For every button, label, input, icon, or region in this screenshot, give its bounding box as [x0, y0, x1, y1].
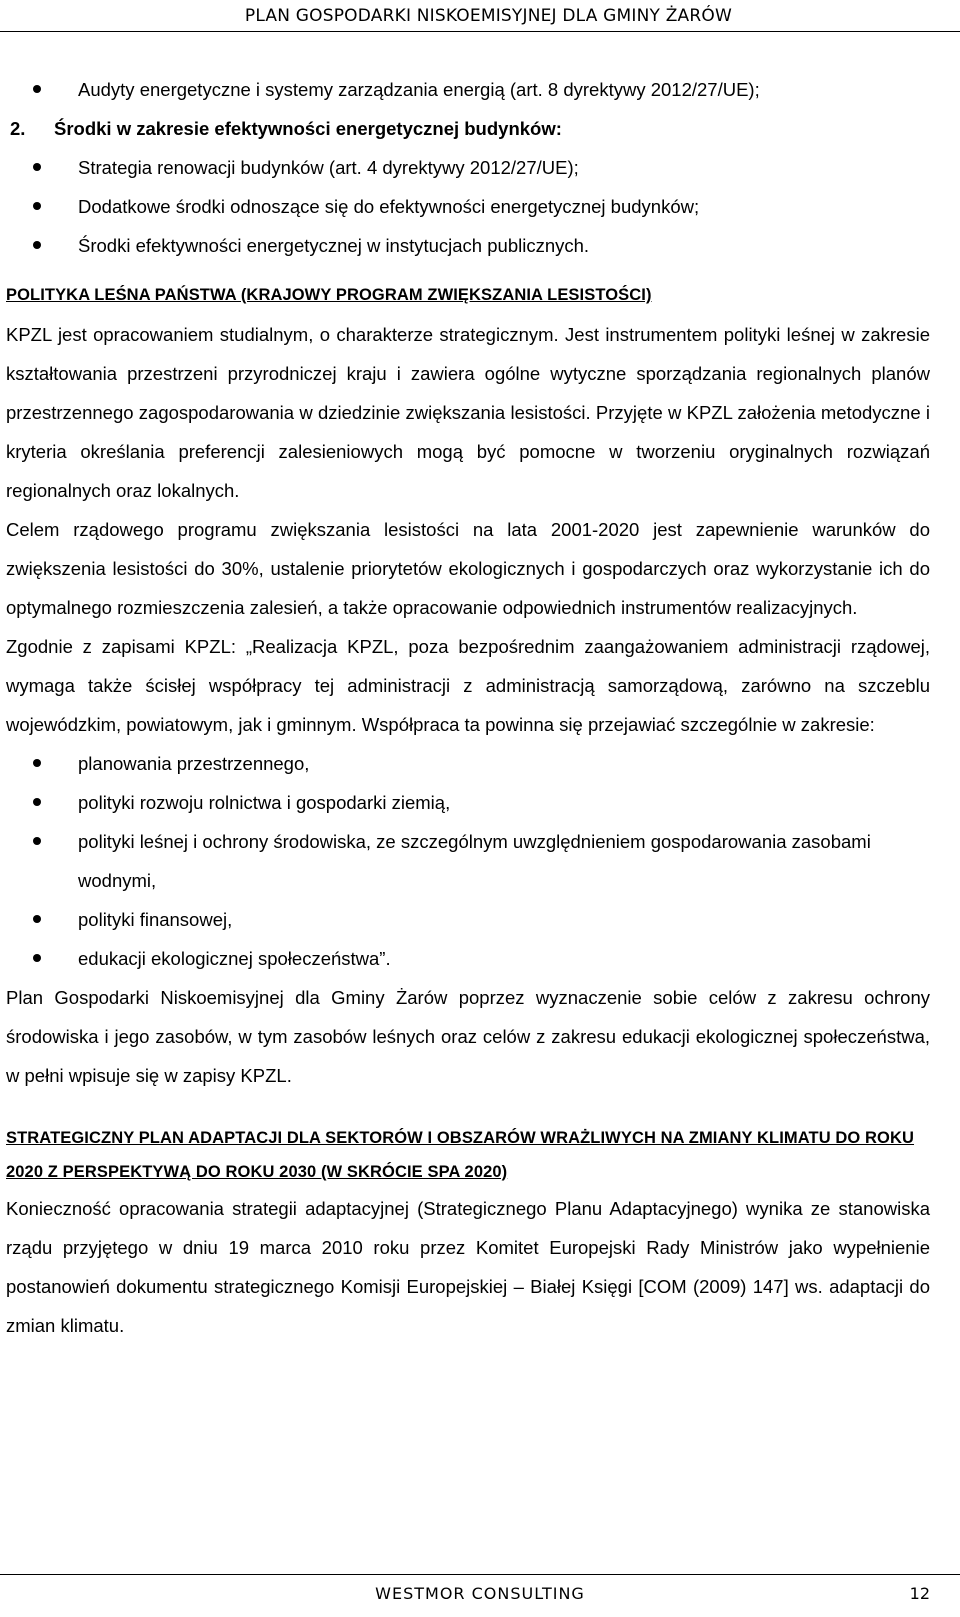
- list-item: edukacji ekologicznej społeczeństwa”.: [6, 939, 930, 978]
- bullet-icon: [33, 85, 41, 93]
- bullet-icon: [33, 241, 41, 249]
- paragraph: Plan Gospodarki Niskoemisyjnej dla Gminy Żarów poprzez wyznaczenie sobie celów z zakresu ochrony środowiska i jego zasobów, w tym zasobów leśnych oraz celów z zakresu edukacji ekologicznej społeczeństwa, w pełni wpisuje się w zapisy KPZL.: [6, 987, 930, 1086]
- bullet-icon: [33, 837, 41, 845]
- bullet-icon: [33, 954, 41, 962]
- list-item: polityki rozwoju rolnictwa i gospodarki ziemią,: [6, 783, 930, 822]
- list-item: Dodatkowe środki odnoszące się do efektywności energetycznej budynków;: [6, 187, 930, 226]
- header-rule: [0, 31, 960, 32]
- company-name: WESTMOR CONSULTING: [375, 1584, 585, 1603]
- list-item: Strategia renowacji budynków (art. 4 dyrektywy 2012/27/UE);: [6, 148, 930, 187]
- bullet-icon: [33, 915, 41, 923]
- list-item: polityki leśnej i ochrony środowiska, ze szczególnym uwzględnieniem gospodarowania zasobami wodnymi,: [6, 822, 930, 900]
- list-item: polityki finansowej,: [6, 900, 930, 939]
- bullet-icon: [33, 163, 41, 171]
- page-header: [0, 0, 960, 32]
- kpzl-heading: POLITYKA LEŚNA PAŃSTWA (KRAJOWY PROGRAM ZWIĘKSZANIA LESISTOŚCI): [6, 286, 652, 304]
- bullet-icon: [33, 759, 41, 767]
- page-number: 12: [909, 1584, 930, 1603]
- section-2-heading: 2. Środki w zakresie efektywności energetycznej budynków:: [10, 118, 562, 139]
- list-item: Środki efektywności energetycznej w instytucjach publicznych.: [6, 226, 930, 265]
- paragraph: Celem rządowego programu zwiększania lesistości na lata 2001-2020 jest zapewnienie warunków do zwiększenia lesistości do 30%, ustalenie priorytetów ekologicznych i gospodarczych oraz wykorzystanie ich do optymalnego rozmieszczenia zalesień, a także opracowanie odpowiednich instrumentów realizacyjnych.: [6, 519, 930, 618]
- bullet-icon: [33, 202, 41, 210]
- bullet-icon: [33, 798, 41, 806]
- paragraph: KPZL jest opracowaniem studialnym, o charakterze strategicznym. Jest instrumentem polityki leśnej w zakresie kształtowania przestrzeni przyrodniczej kraju i zawiera ogólne wytyczne sporządzania regionalnych planów przestrzennego zagospodarowania w dziedzinie zwiększania lesistości. Przyjęte w KPZL założenia metodyczne i kryteria określania preferencji zalesieniowych mogą być pomocne w tworzeniu oryginalnych rozwiązań regionalnych oraz lokalnych.: [6, 324, 930, 501]
- page-footer: [0, 1574, 960, 1617]
- paragraph: Konieczność opracowania strategii adaptacyjnej (Strategicznego Planu Adaptacyjnego) wynika ze stanowiska rządu przyjętego w dniu 19 marca 2010 roku przez Komitet Europejski Rady Ministrów jako wypełnienie postanowień dokumentu strategicznego Komisji Europejskiej – Białej Księgi [COM (2009) 147] ws. adaptacji do zmian klimatu.: [6, 1198, 930, 1336]
- list-item: Audyty energetyczne i systemy zarządzania energią (art. 8 dyrektywy 2012/27/UE);: [6, 70, 930, 109]
- list-item: planowania przestrzennego,: [6, 744, 930, 783]
- paragraph: Zgodnie z zapisami KPZL: „Realizacja KPZL, poza bezpośrednim zaangażowaniem administracji rządowej, wymaga także ścisłej współpracy tej administracji z administracją samorządową, zarówno na szczeblu wojewódzkim, powiatowym, jak i gminnym. Współpraca ta powinna się przejawiać szczególnie w zakresie:: [6, 636, 930, 735]
- spa-heading: STRATEGICZNY PLAN ADAPTACJI DLA SEKTORÓW I OBSZARÓW WRAŻLIWYCH NA ZMIANY KLIMATU DO ROKU 2020 Z PERSPEKTYWĄ DO ROKU 2030 (W SKRÓCIE SPA 2020): [6, 1129, 915, 1181]
- document-title: PLAN GOSPODARKI NISKOEMISYJNEJ DLA GMINY ŻARÓW: [244, 6, 732, 26]
- footer-rule: [0, 1574, 960, 1575]
- page-content: [6, 70, 930, 1345]
